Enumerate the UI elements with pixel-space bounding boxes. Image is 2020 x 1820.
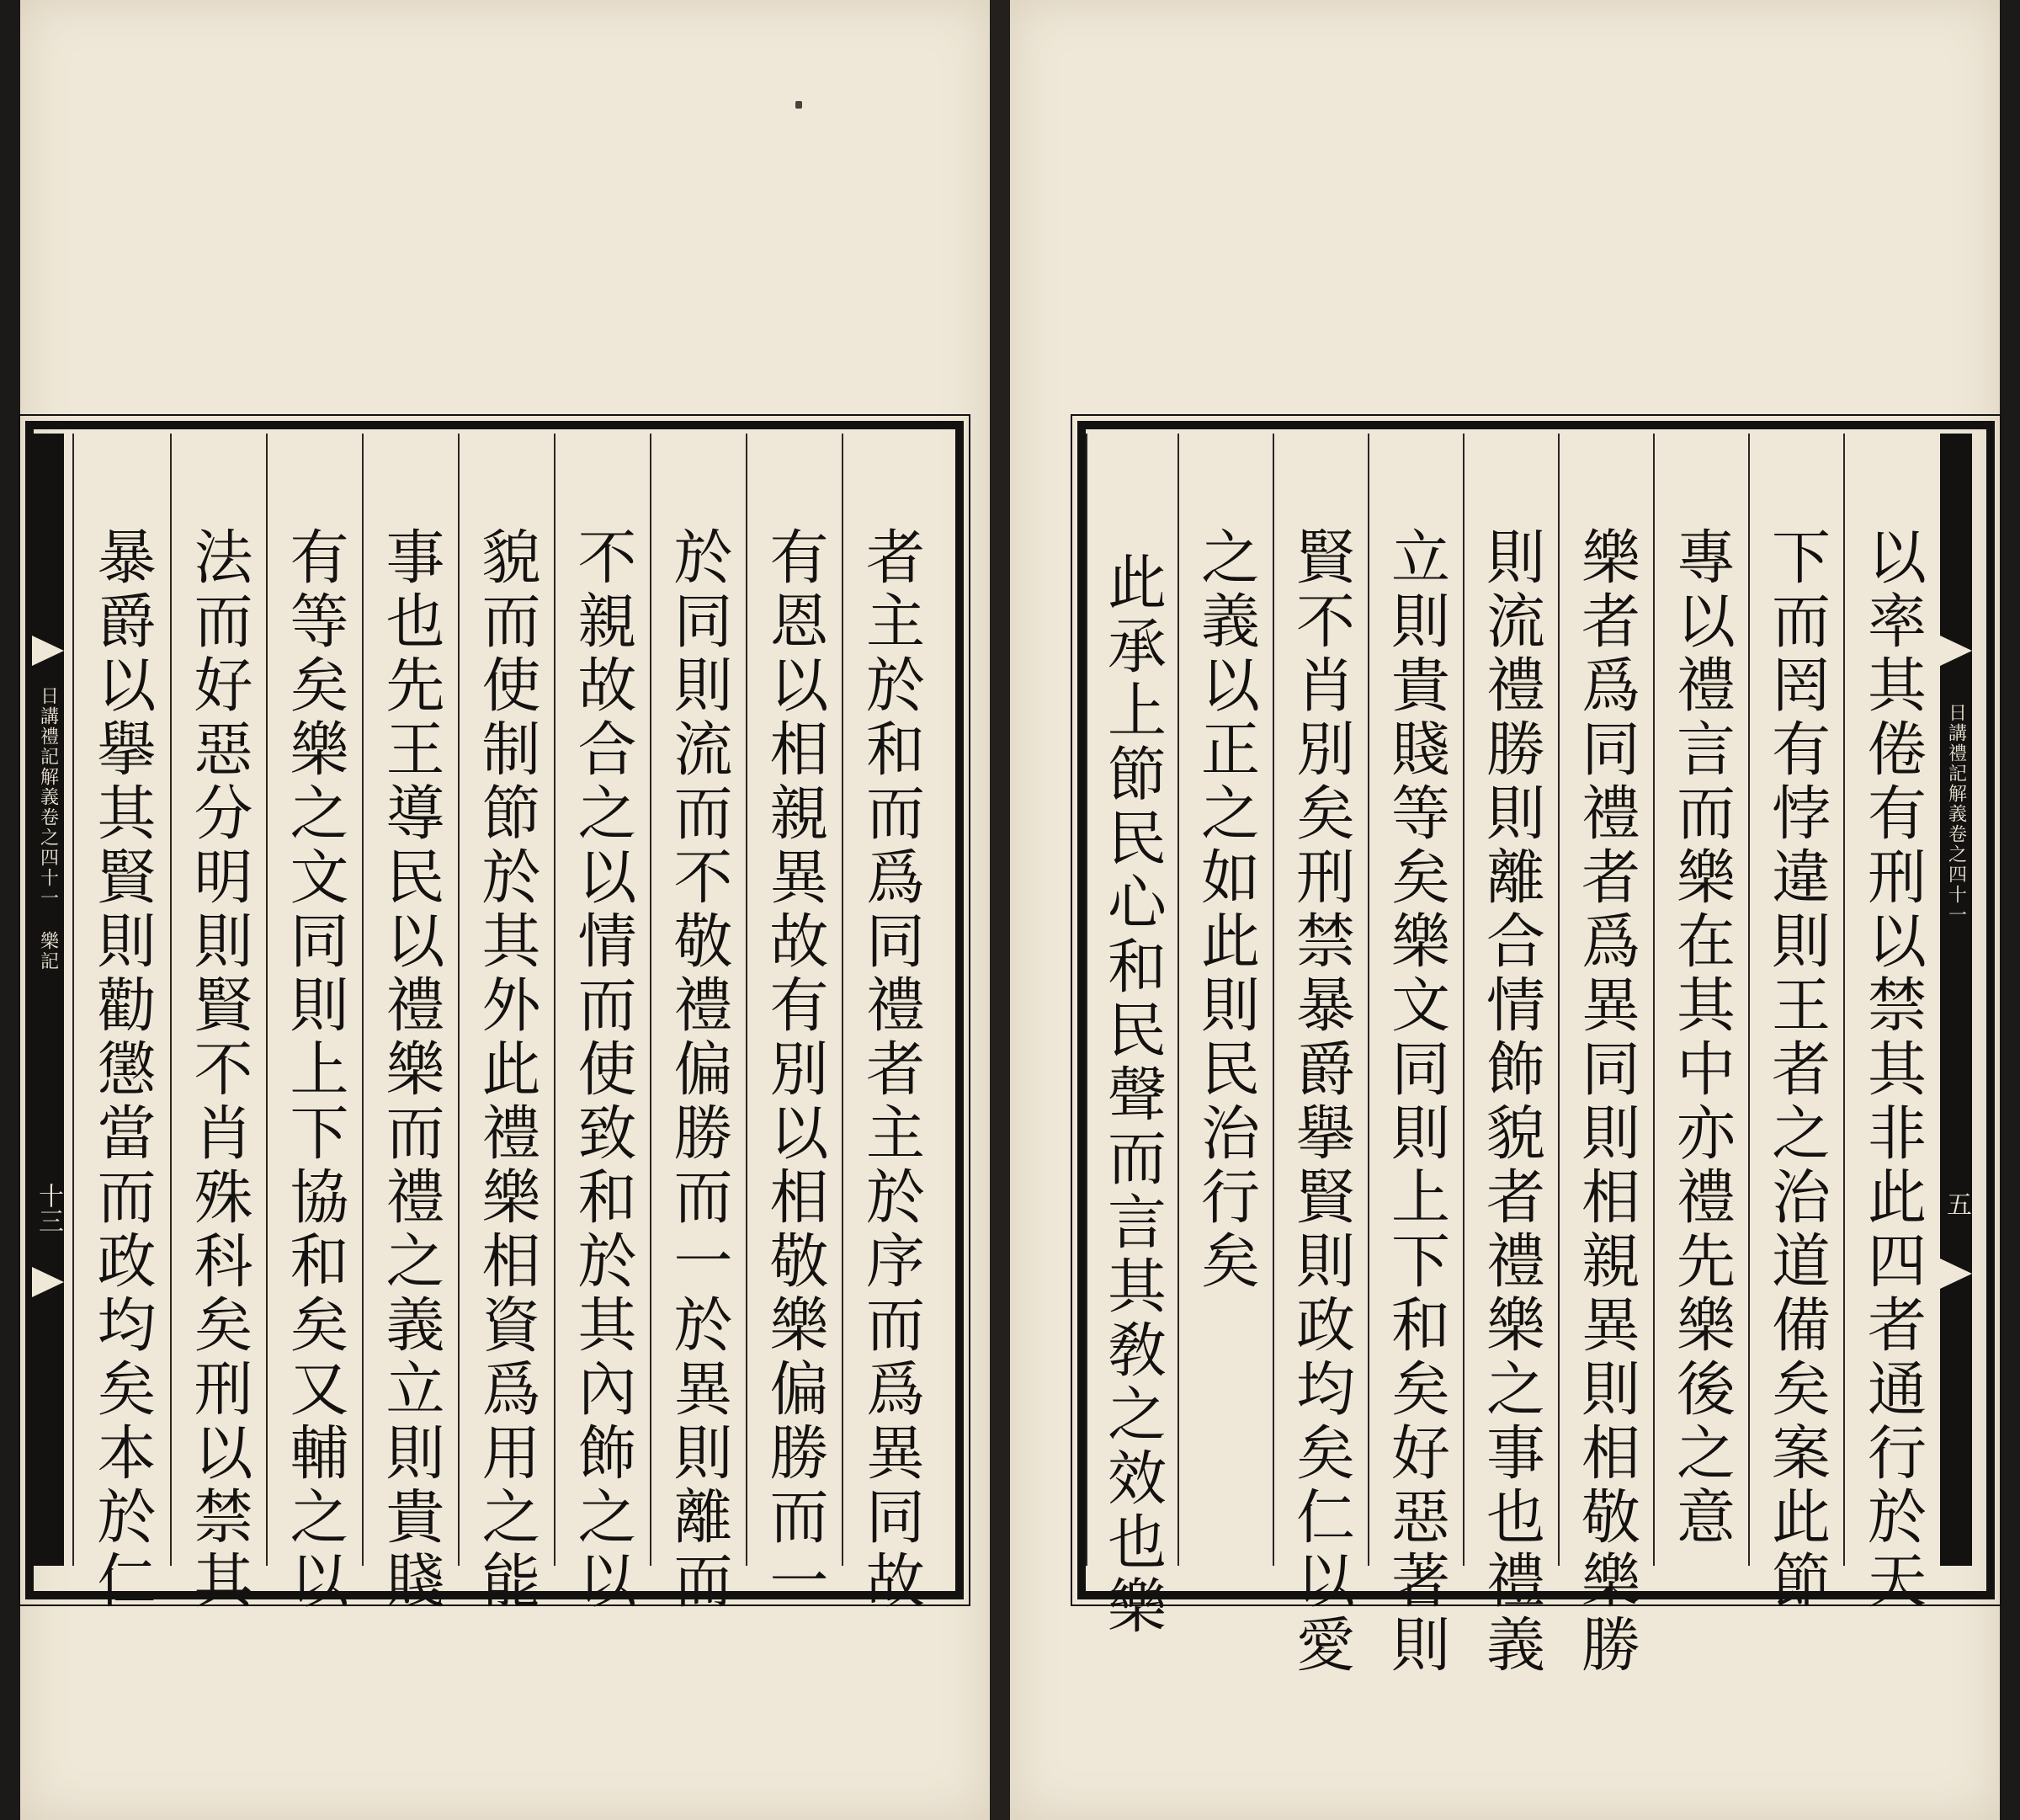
- column-text: 專以禮言而樂在其中亦禮先樂後之意: [1666, 526, 1736, 1550]
- right-spine-strip: [1940, 434, 1972, 1566]
- left-column-3: [650, 434, 746, 1614]
- left-column-1: [842, 434, 938, 1614]
- column-text: 於同則流而不敬禮偏勝而一於異則離而: [664, 526, 733, 1614]
- right-column-9: [1086, 434, 1177, 1639]
- column-text: 暴爵以擧其賢則勸懲當而政均矣本於仁: [88, 526, 157, 1614]
- left-column-6: [362, 434, 458, 1614]
- column-text: 有等矣樂之文同則上下協和矣又輔之以: [280, 526, 349, 1614]
- right-column-8: [1177, 434, 1273, 1566]
- column-text: 法而好惡分明則賢不肖殊科矣刑以禁其: [184, 526, 253, 1614]
- right-column-6: [1368, 434, 1463, 1678]
- right-column-2: [1748, 434, 1843, 1614]
- fishtail-top-icon: [32, 636, 64, 666]
- left-column-4: [554, 434, 650, 1614]
- book-gutter: [990, 0, 1010, 1820]
- column-text: 貌而使制節於其外此禮樂相資爲用之能: [472, 526, 541, 1614]
- column-text: 此承上節民心和民聲而言其敎之效也樂: [1098, 551, 1167, 1639]
- fishtail-top-icon: [1940, 636, 1972, 666]
- right-column-3: [1653, 434, 1748, 1566]
- left-spine-strip: [32, 434, 64, 1566]
- column-text: 者主於和而爲同禮者主於序而爲異同故: [856, 526, 926, 1614]
- left-column-5: [458, 434, 554, 1614]
- column-text: 事也先王導民以禮樂而禮之義立則貴賤: [376, 526, 445, 1614]
- right-column-1: [1843, 434, 1940, 1614]
- fishtail-bottom-icon: [32, 1267, 64, 1297]
- right-page-number: 五: [1942, 1191, 1971, 1216]
- right-column-7: [1273, 434, 1368, 1678]
- column-text: 賢不肖別矣刑禁暴爵擧賢則政均矣仁以愛: [1286, 526, 1356, 1678]
- column-text: 樂者爲同禮者爲異同則相親異則相敬樂勝: [1571, 526, 1641, 1678]
- left-column-7: [266, 434, 362, 1614]
- column-text: 有恩以相親異故有別以相敬樂偏勝而一: [760, 526, 829, 1614]
- column-text: 則流禮勝則離合情飾貌者禮樂之事也禮義: [1476, 526, 1546, 1678]
- left-column-9: [72, 434, 170, 1614]
- column-text: 以率其倦有刑以禁其非此四者通行於天: [1858, 526, 1927, 1614]
- column-text: 之義以正之如此則民治行矣: [1191, 526, 1261, 1294]
- right-column-5: [1463, 434, 1558, 1678]
- left-page-number: 十三: [34, 1183, 63, 1233]
- ink-speck: [795, 101, 802, 109]
- column-text: 不親故合之以情而使致和於其內飾之以: [568, 526, 637, 1614]
- left-column-8: [170, 434, 266, 1614]
- left-column-2: [746, 434, 842, 1614]
- fishtail-bottom-icon: [1940, 1259, 1972, 1289]
- right-column-4: [1558, 434, 1653, 1678]
- column-text: 立則貴賤等矣樂文同則上下和矣好惡著則: [1381, 526, 1451, 1678]
- left-spine-title: 日講禮記解義卷之四十一 樂記: [37, 686, 59, 971]
- right-spine-title: 日講禮記解義卷之四十一: [1945, 703, 1967, 925]
- column-text: 下而罔有悖違則王者之治道備矣案此節: [1762, 526, 1831, 1614]
